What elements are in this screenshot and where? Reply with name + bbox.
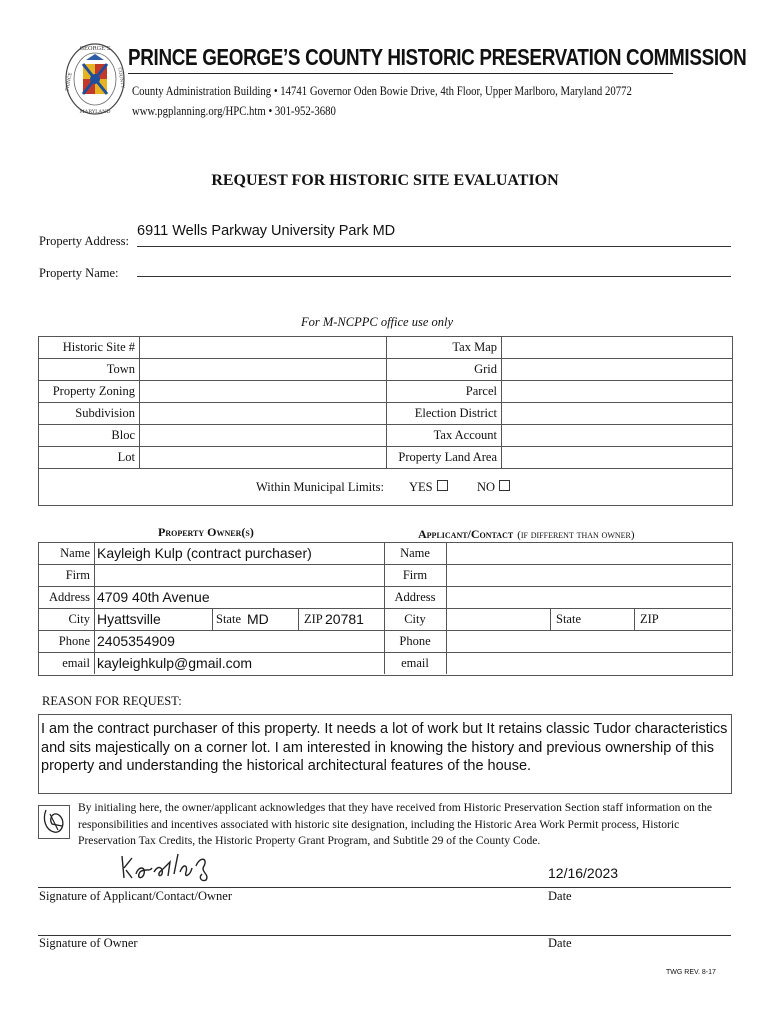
property-address-line bbox=[137, 246, 731, 247]
property-name-line bbox=[137, 276, 731, 277]
office-label: Tax Account bbox=[387, 425, 502, 447]
office-field[interactable] bbox=[140, 447, 387, 469]
office-label: Parcel bbox=[387, 381, 502, 403]
owner-signature-line bbox=[38, 935, 731, 936]
yes-label: YES bbox=[409, 480, 433, 494]
applicant-signature-image bbox=[118, 848, 218, 884]
owner-firm-label: Firm bbox=[65, 568, 90, 582]
office-field[interactable] bbox=[502, 447, 733, 469]
reason-text[interactable]: I am the contract purchaser of this property. It needs a lot of work but It retains classic Tudor characteristics and sits majestically on a corner lot. I am interested in knowing the history and previous ownership of this property and understanding the historical architectural features of the house. bbox=[41, 721, 728, 774]
applicant-phone-field[interactable] bbox=[447, 631, 730, 651]
owner-signature-field[interactable] bbox=[38, 906, 518, 934]
applicant-address-label: Address bbox=[394, 590, 436, 604]
seal-text-right: COUNTY bbox=[116, 67, 125, 89]
owner-signature-label: Signature of Owner bbox=[39, 936, 138, 950]
applicant-address-field[interactable] bbox=[447, 587, 730, 607]
applicant-firm-field[interactable] bbox=[447, 565, 730, 585]
owner-name-field[interactable]: Kayleigh Kulp (contract purchaser) bbox=[97, 545, 312, 561]
applicant-email-label: email bbox=[401, 656, 429, 670]
municipal-yes[interactable] bbox=[409, 480, 448, 495]
col-line bbox=[384, 542, 385, 674]
header-web: www.pgplanning.org/HPC.htm • 301-952-3680 bbox=[132, 104, 336, 118]
applicant-date-value[interactable]: 12/16/2023 bbox=[548, 865, 619, 881]
office-field[interactable] bbox=[502, 359, 733, 381]
owner-email-label: email bbox=[62, 656, 90, 670]
applicant-signature-label: Signature of Applicant/Contact/Owner bbox=[39, 889, 233, 903]
office-use-caption: For M-NCPPC office use only bbox=[300, 315, 454, 329]
property-name-label: Property Name: bbox=[39, 266, 119, 280]
col-line bbox=[298, 608, 299, 630]
office-field[interactable] bbox=[502, 337, 733, 359]
owner-zip-label: ZIP bbox=[304, 612, 323, 626]
applicant-signature-line bbox=[38, 887, 731, 888]
seal-text-left: PRINCE bbox=[65, 72, 74, 92]
owner-phone-label: Phone bbox=[58, 634, 90, 648]
owner-email-field[interactable]: kayleighkulp@gmail.com bbox=[97, 655, 253, 671]
owner-name-label: Name bbox=[60, 546, 90, 560]
office-field[interactable] bbox=[502, 425, 733, 447]
owner-heading: Property Owner(s) bbox=[158, 525, 254, 539]
form-title: REQUEST FOR HISTORIC SITE EVALUATION bbox=[211, 172, 559, 189]
reason-label: REASON FOR REQUEST: bbox=[42, 694, 182, 708]
owner-date-field[interactable] bbox=[548, 906, 730, 934]
applicant-zip-label: ZIP bbox=[640, 612, 659, 626]
header-address: County Administration Building • 14741 Governor Oden Bowie Drive, 4th Floor, Upper Marlboro, Maryland 20772 bbox=[132, 84, 632, 98]
office-field[interactable] bbox=[502, 381, 733, 403]
col-line bbox=[212, 608, 213, 630]
seal-text-top: GEORGE'S bbox=[79, 46, 111, 52]
office-label: Election District bbox=[387, 403, 502, 425]
col-line bbox=[94, 542, 95, 674]
owner-city-field[interactable]: Hyattsville bbox=[97, 611, 161, 627]
office-label: Grid bbox=[387, 359, 502, 381]
owner-phone-field[interactable]: 2405354909 bbox=[97, 633, 175, 649]
header-rule bbox=[128, 73, 673, 74]
applicant-name-label: Name bbox=[400, 546, 430, 560]
office-label: Lot bbox=[39, 447, 140, 469]
office-field[interactable] bbox=[140, 359, 387, 381]
office-label: Historic Site # bbox=[39, 337, 140, 359]
no-label: NO bbox=[477, 480, 496, 494]
owner-date-label: Date bbox=[548, 936, 572, 950]
office-field[interactable] bbox=[502, 403, 733, 425]
owner-state-field[interactable]: MD bbox=[247, 611, 269, 627]
owner-zip-field[interactable]: 20781 bbox=[325, 611, 364, 627]
property-address-value[interactable]: 6911 Wells Parkway University Park MD bbox=[137, 223, 396, 239]
seal-text-bottom: MARYLAND bbox=[79, 109, 111, 115]
yes-checkbox[interactable] bbox=[437, 480, 448, 491]
office-label: Subdivision bbox=[39, 403, 140, 425]
county-seal bbox=[64, 42, 126, 116]
acknowledgement-text: By initialing here, the owner/applicant acknowledges that they have received from Historic Preservation Section staff information on the responsibilities and incentives associated with historic site designation, including the Historic Area Work Permit process, Historic Preservation Tax Credits, the Historic Property Grant Program, and Subtitle 29 of the County Code. bbox=[78, 801, 713, 847]
applicant-email-field[interactable] bbox=[447, 653, 730, 673]
applicant-city-field[interactable] bbox=[447, 609, 549, 629]
office-use-table bbox=[38, 336, 733, 469]
applicant-state-label: State bbox=[556, 612, 581, 626]
municipal-limits-label: Within Municipal Limits: bbox=[256, 480, 384, 494]
office-field[interactable] bbox=[140, 403, 387, 425]
office-label: Bloc bbox=[39, 425, 140, 447]
owner-address-label: Address bbox=[49, 590, 90, 604]
applicant-heading-wrap bbox=[418, 525, 635, 543]
applicant-phone-label: Phone bbox=[399, 634, 431, 648]
property-address-label: Property Address: bbox=[39, 234, 129, 248]
office-field[interactable] bbox=[140, 337, 387, 359]
revision-note: TWG REV. 8-17 bbox=[666, 969, 716, 976]
owner-city-label: City bbox=[68, 612, 90, 626]
office-label: Tax Map bbox=[387, 337, 502, 359]
owner-address-field[interactable]: 4709 40th Avenue bbox=[97, 589, 210, 605]
initials-mark bbox=[40, 806, 68, 836]
owner-state-label: State bbox=[216, 612, 241, 626]
applicant-city-label: City bbox=[404, 612, 426, 626]
office-label: Property Zoning bbox=[39, 381, 140, 403]
applicant-name-field[interactable] bbox=[447, 543, 730, 563]
applicant-heading-note: (if different than owner) bbox=[517, 529, 635, 541]
office-label: Property Land Area bbox=[387, 447, 502, 469]
applicant-date-label: Date bbox=[548, 889, 572, 903]
office-label: Town bbox=[39, 359, 140, 381]
applicant-firm-label: Firm bbox=[402, 568, 428, 582]
municipal-no[interactable] bbox=[477, 480, 510, 495]
col-line bbox=[550, 608, 551, 630]
applicant-heading: Applicant/Contact bbox=[418, 527, 514, 541]
office-field[interactable] bbox=[140, 425, 387, 447]
col-line bbox=[634, 608, 635, 630]
commission-name: PRINCE GEORGE’S COUNTY HISTORIC PRESERVATION COMMISSION bbox=[128, 44, 747, 70]
office-field[interactable] bbox=[140, 381, 387, 403]
no-checkbox[interactable] bbox=[499, 480, 510, 491]
